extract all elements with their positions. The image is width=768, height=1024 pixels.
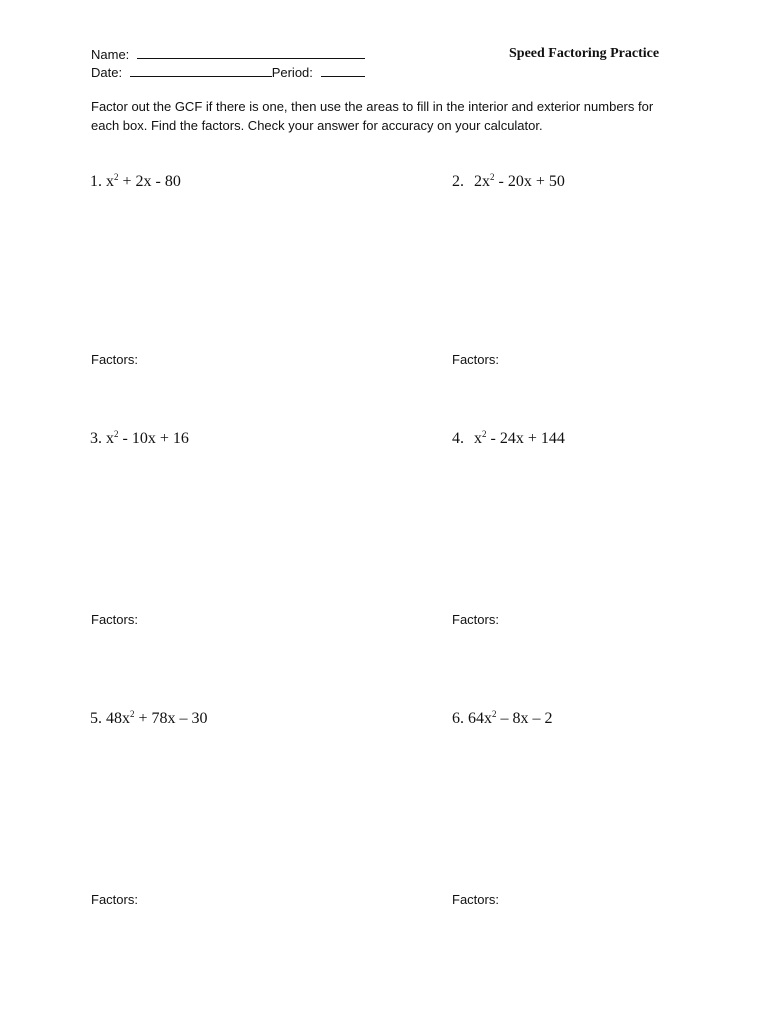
problem-term: 64x	[468, 710, 492, 727]
factors-label-6: Factors:	[452, 892, 499, 907]
factors-label-1: Factors:	[91, 352, 138, 367]
problem-number: 1.	[90, 173, 102, 190]
problem-term: x	[106, 173, 114, 190]
problem-number: 4.	[452, 430, 464, 447]
instructions: Factor out the GCF if there is one, then use the areas to fill in the interior and exterior numbers for each box. Find the factors. Check your answer for accuracy on your calculator.	[91, 99, 654, 133]
problem-rest: + 2x - 80	[118, 173, 181, 190]
exponent: 2	[482, 429, 487, 439]
period-blank[interactable]	[321, 64, 365, 77]
problem-number: 2.	[452, 173, 464, 190]
problem-rest: + 78x – 30	[134, 710, 208, 727]
period-label: Period:	[271, 65, 313, 80]
problem-6	[452, 710, 553, 728]
problem-1	[90, 173, 181, 191]
date-label: Date:	[91, 65, 123, 80]
problem-rest: – 8x – 2	[496, 710, 553, 727]
problem-2	[452, 173, 565, 191]
exponent: 2	[114, 429, 119, 439]
problem-rest: - 24x + 144	[486, 430, 565, 447]
problem-number: 6.	[452, 710, 464, 727]
factors-label-3: Factors:	[91, 612, 138, 627]
factors-label-2: Factors:	[452, 352, 499, 367]
problem-rest: - 20x + 50	[494, 173, 565, 190]
factors-label-5: Factors:	[91, 892, 138, 907]
problem-term: x	[106, 430, 114, 447]
exponent: 2	[492, 709, 497, 719]
date-blank[interactable]	[130, 64, 272, 77]
problem-3	[90, 430, 189, 448]
exponent: 2	[130, 709, 135, 719]
problem-term: 2x	[474, 173, 490, 190]
name-blank[interactable]	[137, 46, 365, 59]
problem-number: 5.	[90, 710, 102, 727]
name-label: Name:	[91, 47, 130, 62]
problem-term: x	[474, 430, 482, 447]
factors-label-4: Factors:	[452, 612, 499, 627]
exponent: 2	[490, 172, 495, 182]
problem-number: 3.	[90, 430, 102, 447]
problem-rest: - 10x + 16	[118, 430, 189, 447]
date-line	[91, 64, 365, 80]
problem-5	[90, 710, 208, 728]
problem-4	[452, 430, 565, 448]
exponent: 2	[114, 172, 119, 182]
worksheet-title: Speed Factoring Practice	[509, 46, 660, 61]
problem-term: 48x	[106, 710, 130, 727]
name-line	[91, 46, 365, 62]
